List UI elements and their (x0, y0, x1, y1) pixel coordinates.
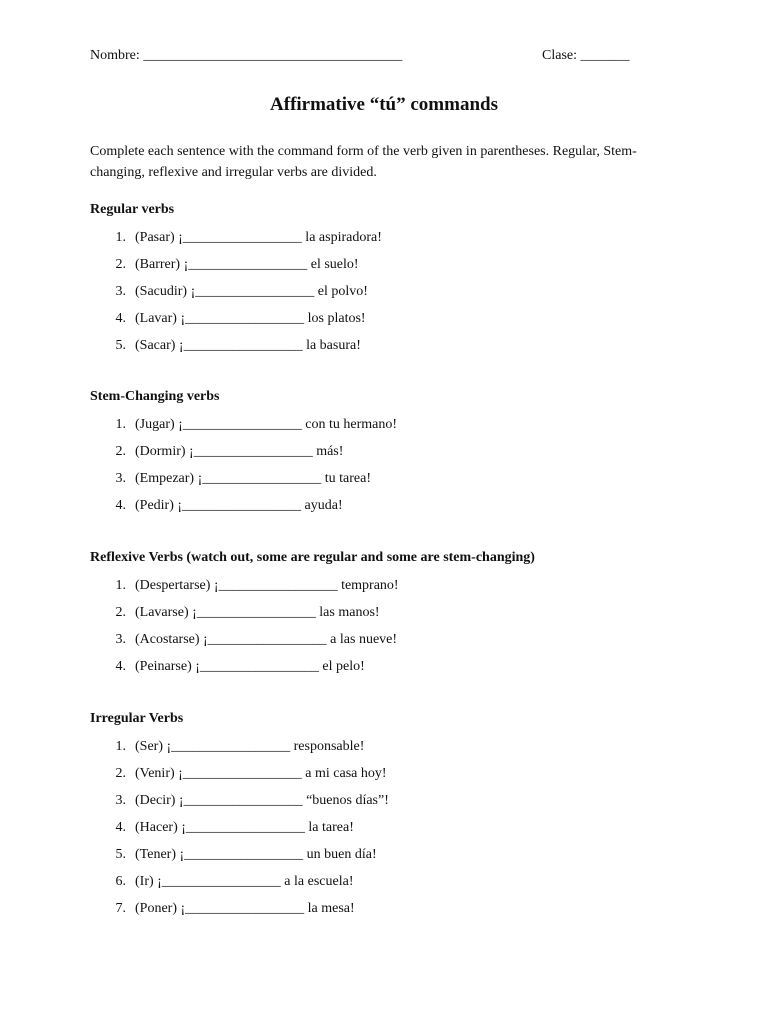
item-text[interactable]: (Decir) ¡_________________ “buenos días”! (135, 793, 389, 808)
item-number: 3. (115, 793, 126, 808)
item-text[interactable]: (Jugar) ¡_________________ con tu hermano! (135, 417, 398, 432)
item-number: 1. (115, 578, 126, 593)
item-text[interactable]: (Acostarse) ¡_________________ a las nueve! (135, 632, 398, 647)
item-text[interactable]: (Poner) ¡_________________ la mesa! (135, 901, 355, 916)
item-number: 4. (115, 498, 126, 513)
section-title-regular: Regular verbs (90, 202, 175, 217)
item-number: 1. (115, 230, 126, 245)
nombre-field[interactable]: Nombre: _____________________________________ (90, 48, 403, 63)
item-number: 4. (115, 659, 126, 674)
item-number: 5. (115, 338, 126, 353)
item-number: 7. (115, 901, 126, 916)
page-title: Affirmative “tú” commands (270, 94, 498, 115)
item-text[interactable]: (Pasar) ¡_________________ la aspiradora! (135, 230, 382, 245)
item-text[interactable]: (Tener) ¡_________________ un buen día! (135, 847, 377, 862)
item-text[interactable]: (Sacar) ¡_________________ la basura! (135, 338, 361, 353)
item-number: 4. (115, 311, 126, 326)
item-number: 6. (115, 874, 126, 889)
item-text[interactable]: (Hacer) ¡_________________ la tarea! (135, 820, 354, 835)
item-text[interactable]: (Empezar) ¡_________________ tu tarea! (135, 471, 371, 486)
item-text[interactable]: (Ser) ¡_________________ responsable! (135, 739, 365, 754)
item-text[interactable]: (Lavar) ¡_________________ los platos! (135, 311, 366, 326)
item-number: 2. (115, 257, 126, 272)
clase-field[interactable]: Clase: _______ (542, 48, 630, 63)
item-number: 2. (115, 605, 126, 620)
item-text[interactable]: (Lavarse) ¡_________________ las manos! (135, 605, 380, 620)
item-number: 3. (115, 284, 126, 299)
item-text[interactable]: (Barrer) ¡_________________ el suelo! (135, 257, 359, 272)
item-text[interactable]: (Pedir) ¡_________________ ayuda! (135, 498, 343, 513)
item-number: 1. (115, 417, 126, 432)
item-number: 3. (115, 632, 126, 647)
item-text[interactable]: (Ir) ¡_________________ a la escuela! (135, 874, 354, 889)
section-title-irregular: Irregular Verbs (90, 711, 184, 726)
item-text[interactable]: (Despertarse) ¡_________________ temprano! (135, 578, 399, 593)
item-number: 4. (115, 820, 126, 835)
item-text[interactable]: (Dormir) ¡_________________ más! (135, 444, 344, 459)
section-title-reflexive: Reflexive Verbs (watch out, some are regular and some are stem-changing) (90, 550, 535, 565)
item-number: 2. (115, 766, 126, 781)
item-number: 2. (115, 444, 126, 459)
item-text[interactable]: (Peinarse) ¡_________________ el pelo! (135, 659, 365, 674)
item-text[interactable]: (Venir) ¡_________________ a mi casa hoy! (135, 766, 387, 781)
item-number: 3. (115, 471, 126, 486)
header (90, 48, 630, 68)
item-number: 1. (115, 739, 126, 754)
instructions: Complete each sentence with the command form of the verb given in parentheses. Regular, Stem-changing, reflexive and irregular verbs are divided. (90, 144, 637, 180)
item-text[interactable]: (Sacudir) ¡_________________ el polvo! (135, 284, 368, 299)
section-title-stem-changing: Stem-Changing verbs (90, 389, 220, 404)
item-number: 5. (115, 847, 126, 862)
